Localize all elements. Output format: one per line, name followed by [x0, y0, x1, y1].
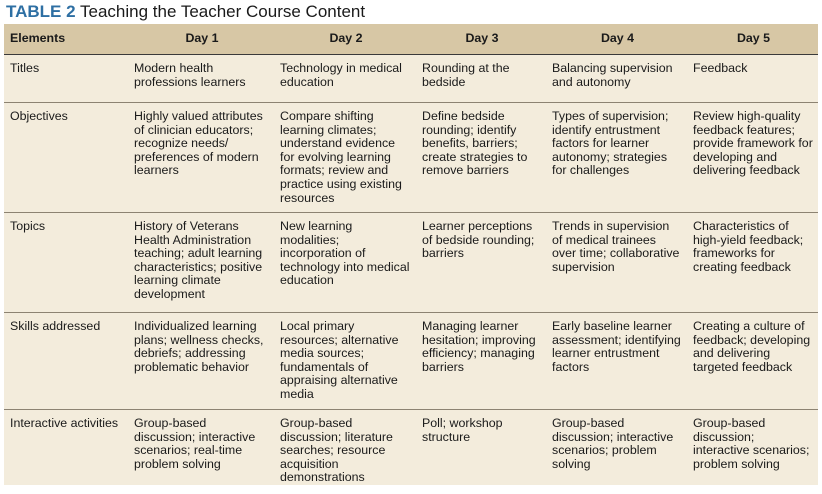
header-day-4: Day 4 [546, 24, 687, 55]
table-cell: Trends in supervision of medical trainees over time; collaborative supervision [552, 219, 680, 274]
table-cell: Technology in medical education [280, 61, 402, 89]
table-cell: Group-based discussion; interactive scenarios; problem solving [552, 416, 674, 471]
row-label-objectives: Objectives [10, 109, 68, 123]
header-day-2: Day 2 [274, 24, 416, 55]
table-row-activities [4, 410, 818, 486]
table-cell: Review high-quality feedback features; provide framework for developing and delivering feedback [693, 109, 813, 178]
header-day-3: Day 3 [416, 24, 546, 55]
table-cell: Local primary resources; alternative media sources; fundamentals of appraising alternative media [280, 319, 399, 401]
table-cell: Highly valued attributes of clinician educators; recognize needs/ preferences of modern learners [134, 109, 263, 178]
table-row-objectives [4, 103, 818, 213]
table-cell: Learner perceptions of bedside rounding; barriers [422, 219, 535, 261]
table-cell: Group-based discussion; literature searches; resource acquisition demonstrations [280, 416, 393, 485]
row-label-activities: Interactive activities [10, 416, 119, 430]
table-row-titles [4, 55, 818, 103]
table-cell: Creating a culture of feedback; developing and delivering targeted feedback [693, 319, 811, 374]
row-label-titles: Titles [10, 61, 40, 75]
table-cell: History of Veterans Health Administration teaching; adult learning characteristics; positive learning climate development [134, 219, 263, 301]
header-elements: Elements [4, 24, 128, 55]
table-cell: Poll; workshop structure [422, 416, 503, 444]
table-cell: Compare shifting learning climates; understand evidence for evolving learning formats; review and practice using existing resources [280, 109, 402, 205]
table-cell: Group-based discussion; interactive scenarios; real-time problem solving [134, 416, 256, 471]
header-day-1: Day 1 [128, 24, 274, 55]
table-row-skills [4, 313, 818, 410]
header-row [4, 24, 818, 55]
table-cell: Modern health professions learners [134, 61, 246, 89]
table-cell: Define bedside rounding; identify benefits, barriers; create strategies to remove barriers [422, 109, 528, 178]
table-cell: Managing learner hesitation; improving efficiency; managing barriers [422, 319, 536, 374]
table-cell: Group-based discussion; interactive scenarios; problem solving [693, 416, 810, 471]
course-content-table [4, 24, 818, 485]
row-label-topics: Topics [10, 219, 46, 233]
table-title: Teaching the Teacher Course Content [80, 2, 366, 21]
table-cell: Feedback [693, 61, 748, 75]
table-row-topics [4, 213, 818, 313]
table-cell: Early baseline learner assessment; identifying learner entrustment factors [552, 319, 681, 374]
table-cell: Characteristics of high-yield feedback; frameworks for creating feedback [693, 219, 804, 274]
table-number: TABLE 2 [6, 2, 76, 21]
row-label-skills: Skills addressed [10, 319, 101, 333]
table-cell: Rounding at the bedside [422, 61, 510, 89]
table-caption [6, 2, 365, 22]
header-day-5: Day 5 [687, 24, 818, 55]
table-cell: Balancing supervision and autonomy [552, 61, 673, 89]
table-cell: Types of supervision; identify entrustment factors for learner autonomy; strategies for challenges [552, 109, 669, 178]
table-cell: New learning modalities; incorporation of technology into medical education [280, 219, 410, 288]
table-cell: Individualized learning plans; wellness checks, debriefs; addressing problematic behavior [134, 319, 264, 374]
